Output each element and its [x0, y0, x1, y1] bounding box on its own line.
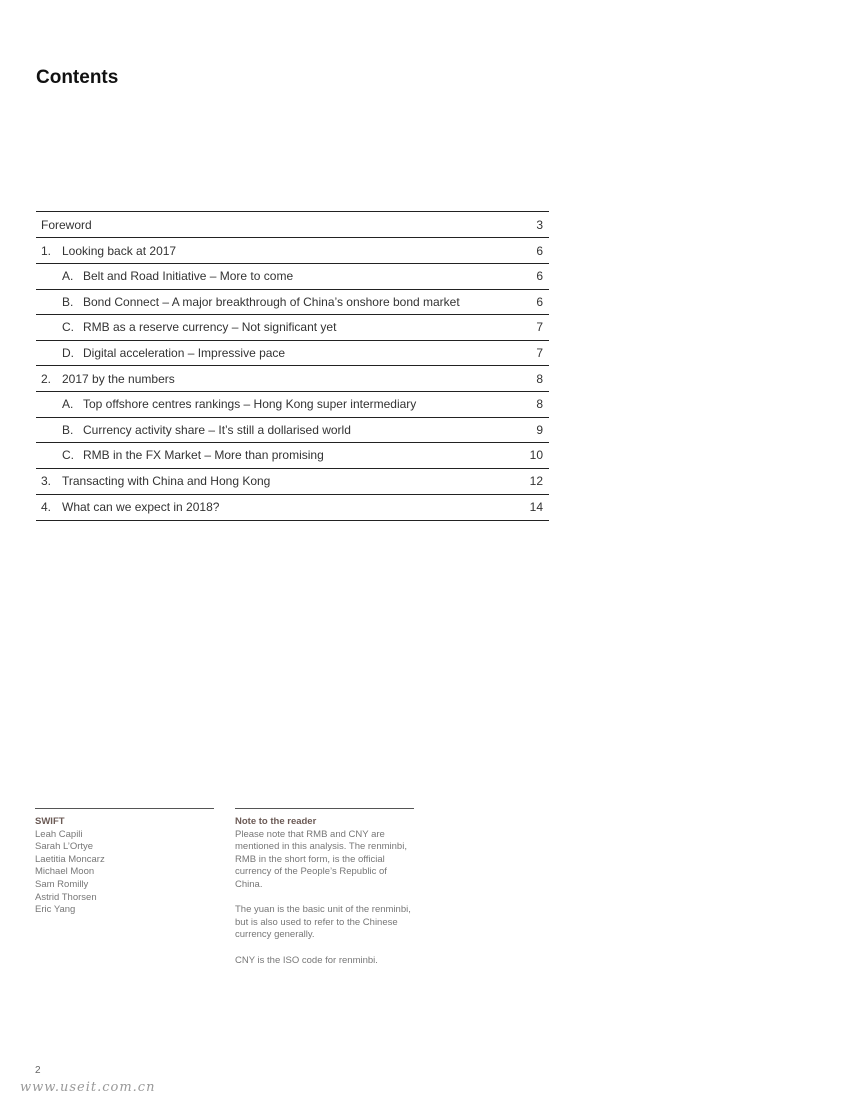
toc-entry-label — [62, 295, 460, 309]
toc-entry-page: 7 — [536, 320, 543, 335]
author-name: Astrid Thorsen — [35, 891, 97, 903]
toc-entry[interactable] — [36, 315, 549, 341]
toc-entry-title: Transacting with China and Hong Kong — [62, 474, 271, 488]
watermark: www.useit.com.cn — [20, 1080, 156, 1095]
toc-entry-label — [62, 448, 324, 462]
toc-entry-number: 1. — [41, 243, 52, 258]
note-to-reader — [235, 808, 414, 980]
toc-entry-page: 7 — [536, 345, 543, 360]
page-number: 2 — [35, 1065, 41, 1076]
note-heading: Note to the reader — [235, 816, 317, 827]
toc-entry[interactable] — [36, 392, 549, 418]
author-name: Laetitia Moncarz — [35, 853, 105, 865]
toc-entry-number: B. — [62, 294, 74, 309]
toc-entry-label — [62, 269, 293, 283]
toc-entry[interactable] — [36, 495, 549, 521]
toc-entry-page: 6 — [536, 294, 543, 309]
toc-entry[interactable] — [36, 443, 549, 469]
toc-entry[interactable] — [36, 341, 549, 367]
toc-entry-label — [41, 244, 176, 258]
toc-entry-number: 3. — [41, 474, 52, 488]
author-name: Sam Romilly — [35, 878, 89, 890]
toc-entry-number: A. — [62, 269, 74, 284]
toc-entry-title: Looking back at 2017 — [62, 243, 177, 258]
toc-entry-label — [62, 346, 285, 360]
author-list — [35, 829, 214, 917]
toc-entry-label — [41, 500, 219, 514]
toc-entry-number: A. — [62, 397, 74, 412]
toc-entry-page: 12 — [529, 474, 543, 488]
toc-entry-label — [41, 372, 175, 386]
toc-entry[interactable] — [36, 366, 549, 392]
toc-entry-title: Top offshore centres rankings – Hong Kong super intermediary — [83, 397, 417, 412]
toc-entry-title: Bond Connect – A major breakthrough of China’s onshore bond market — [83, 294, 460, 309]
author-name: Eric Yang — [35, 904, 76, 916]
toc-entry-label — [41, 474, 270, 488]
toc-entry-number: B. — [62, 422, 74, 437]
toc-entry-page: 6 — [536, 269, 543, 284]
toc-entry-number: C. — [62, 448, 74, 463]
toc-entry-label — [62, 423, 351, 437]
author-name: Sarah L’Ortye — [35, 841, 94, 853]
note-body — [235, 829, 414, 968]
toc-entry-title: RMB as a reserve currency – Not significant yet — [83, 320, 337, 335]
toc-entry[interactable] — [36, 264, 549, 290]
swift-heading: SWIFT — [35, 816, 65, 827]
toc-entry-page: 8 — [536, 371, 543, 386]
toc-entry-title: 2017 by the numbers — [62, 371, 175, 386]
note-paragraph: Please note that RMB and CNY are mentioned in this analysis. The renminbi, RMB in the short form, is the official currency of the People’s Republic of China. — [235, 828, 407, 890]
note-paragraph: The yuan is the basic unit of the renminbi, but is also used to refer to the Chinese currency generally. — [235, 904, 411, 941]
toc-entry[interactable] — [36, 418, 549, 444]
toc-entry-title: Foreword — [41, 217, 92, 232]
toc-entry-page: 14 — [529, 500, 543, 514]
toc-entry-page: 8 — [536, 397, 543, 412]
author-name: Leah Capili — [35, 828, 83, 840]
toc-entry-page: 6 — [536, 243, 543, 258]
toc-entry-number: 2. — [41, 371, 52, 386]
toc-entry[interactable] — [36, 290, 549, 316]
toc-entry-label — [62, 397, 416, 411]
toc-entry[interactable] — [36, 238, 549, 264]
toc-entry-number: 4. — [41, 500, 52, 514]
toc-entry-page: 9 — [536, 422, 543, 437]
toc-entry-label — [62, 320, 336, 334]
toc-entry-title: RMB in the FX Market – More than promising — [83, 448, 324, 463]
page-title: Contents — [36, 67, 119, 88]
toc-entry-title: Belt and Road Initiative – More to come — [83, 269, 294, 284]
swift-authors — [35, 808, 214, 917]
author-name: Michael Moon — [35, 866, 95, 878]
toc-entry[interactable] — [36, 469, 549, 495]
toc-entry-title: Currency activity share – It’s still a dollarised world — [83, 422, 351, 437]
table-of-contents — [36, 211, 549, 521]
toc-entry-number: C. — [62, 320, 74, 335]
toc-entry[interactable] — [36, 212, 549, 238]
toc-entry-page: 3 — [536, 217, 543, 232]
toc-entry-title: Digital acceleration – Impressive pace — [83, 345, 286, 360]
toc-entry-number: D. — [62, 345, 74, 360]
toc-entry-label — [41, 218, 92, 232]
toc-entry-page: 10 — [529, 448, 543, 463]
toc-entry-title: What can we expect in 2018? — [62, 500, 220, 514]
note-paragraph: CNY is the ISO code for renminbi. — [235, 954, 378, 966]
